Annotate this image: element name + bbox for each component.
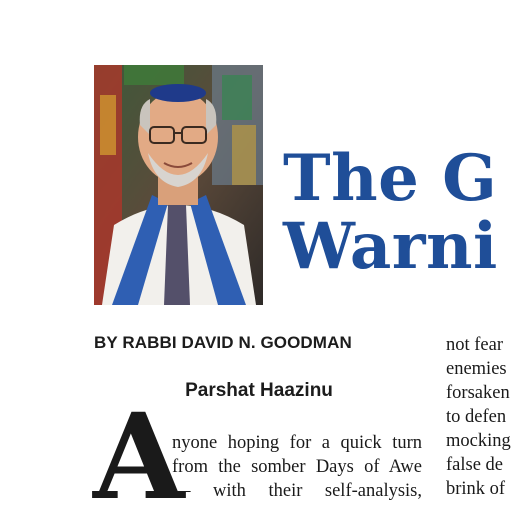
body-line: from the somber Days of Awe <box>172 457 422 477</box>
section-title: Parshat Haazinu <box>185 380 333 401</box>
body-line: enemies <box>446 359 507 379</box>
body-line: not fear <box>446 335 504 355</box>
body-line: false de <box>446 455 504 475</box>
drop-cap: A <box>93 387 185 526</box>
byline: BY RABBI DAVID N. GOODMAN <box>94 333 352 352</box>
body-line: nyone hoping for a quick turn <box>172 433 422 453</box>
body-line: to defen <box>446 407 507 427</box>
headline-line-1: The G <box>283 141 498 216</box>
body-line: mocking <box>446 431 511 451</box>
headline-line-2: Warni <box>283 209 498 284</box>
body-line: forsaken <box>446 383 510 403</box>
author-photo <box>94 65 263 305</box>
body-line: brink of <box>446 479 506 499</box>
headline <box>283 141 498 284</box>
body-line: — with their self-analysis, <box>172 481 422 501</box>
